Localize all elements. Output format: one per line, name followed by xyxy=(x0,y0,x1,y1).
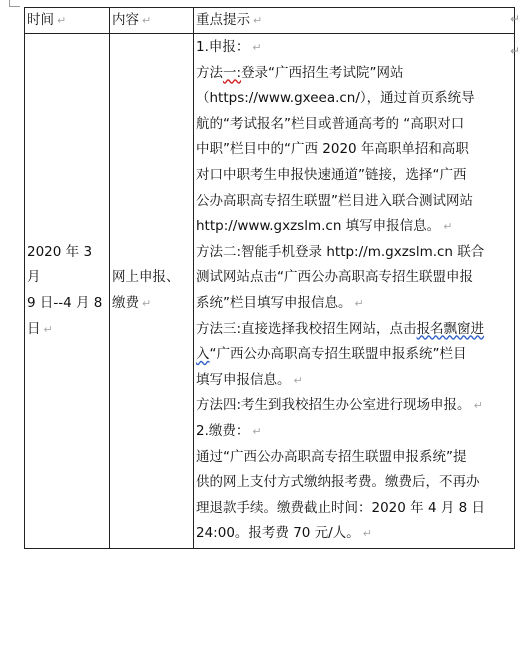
cell-end-mark: ↵ xyxy=(362,527,372,541)
header-content[interactable]: 内容 ↵ xyxy=(110,8,194,34)
cell-end-mark: ↵ xyxy=(142,296,152,310)
row-end-mark: ↵ xyxy=(509,12,520,26)
cell-content[interactable]: 网上申报、 缴费 ↵ xyxy=(110,34,194,549)
section-register-title: 1.申报： ↵ xyxy=(196,39,262,55)
spelling-flag: 一: xyxy=(223,64,242,81)
cell-tips[interactable]: 1.申报： ↵ 方法一:登录“广西招生考试院”网站 （https://www.gxeea.cn/），通过首页系统导 航的“考试报名”栏目或普通高考的 “高职对口 中职”栏目中的“广西 2020 年高职单招和高职 对口中职考生申报快速通道”链接，选择“广西 公办高职高专招生联盟”栏目进入联合测试网站 http://www.gxzslm.cn 填写申报信息。 ↵ 方法二:智能手机登录 http://m.gxzslm.cn 联合 测试网站点击“广西公办高职高专招生联盟申报 系统”栏目填写申报信息。 ↵ 方法三:直接选择我校招生网站，点击报名飘窗进 入“广西公办高职高专招生联盟申报系统”栏目 填写申报信息。 ↵ 方法四:考生到我校招生办公室进行现场申报。 ↵ 2.缴费： ↵ 通过“广西公办高职高专招生联盟申报系统”提 供的网上支付方式缴纳报考费。缴费后，不再办 理退款手续。缴费截止时间：2020 年 4 月 8 日 24:00。报考费 70 元/人。 ↵ xyxy=(194,34,515,549)
grammar-flag: 报名飘窗进 xyxy=(416,320,485,337)
table-header-row xyxy=(25,8,515,34)
cell-end-mark: ↵ xyxy=(57,14,67,27)
section-payment-title: 2.缴费： ↵ xyxy=(196,422,262,439)
table-row xyxy=(25,34,515,549)
grammar-flag: 入 xyxy=(196,346,210,363)
cell-time[interactable]: 2020 年 3 月 9 日--4 月 8 日 ↵ xyxy=(25,34,110,549)
cell-end-mark: ↵ xyxy=(142,14,152,27)
info-table xyxy=(24,7,515,549)
row-end-mark: ↵ xyxy=(509,44,520,58)
header-tips[interactable]: 重点提示 ↵ xyxy=(194,8,515,34)
header-time[interactable]: 时间 ↵ xyxy=(25,8,110,34)
table-move-handle[interactable] xyxy=(9,0,20,7)
cell-end-mark: ↵ xyxy=(43,322,53,336)
cell-end-mark: ↵ xyxy=(253,14,263,27)
